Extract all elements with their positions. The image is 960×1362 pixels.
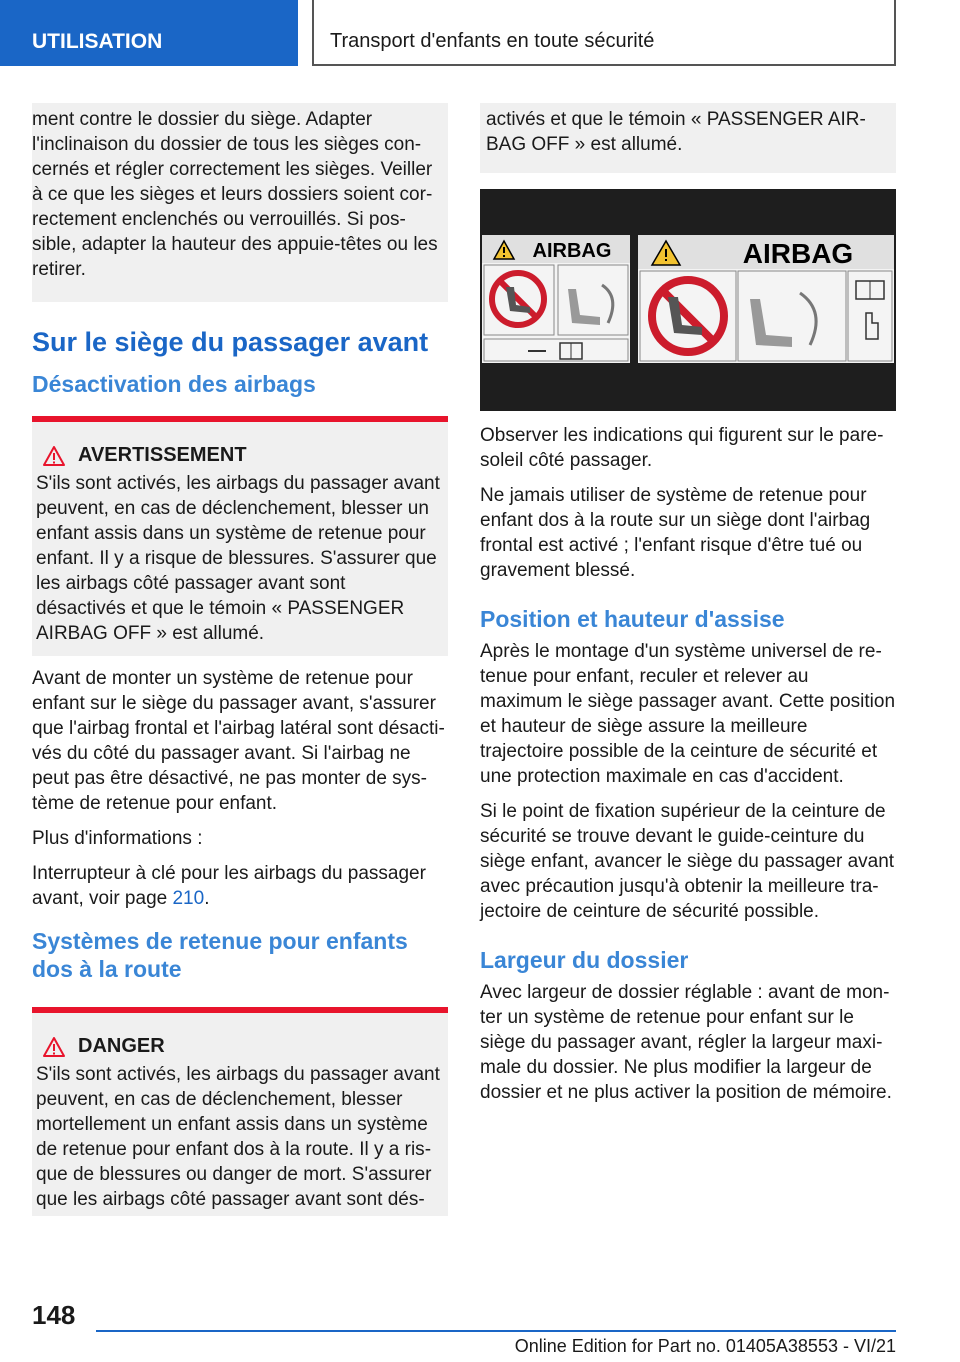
paragraph: Après le montage d'un système universel de retenue pour enfant, reculer et relever au maximum le siège passager avant. Cette position et hauteur de siège assure la meilleure trajectoire possible de la ceinture de sécurité et une protection maximale en cas d'accident. xyxy=(480,641,896,787)
continued-text: ment contre le dossier du siège. Adapter l'inclinaison du dossier de tous les sièges concernés et régler correctement les sièges. Veiller à ce que les sièges et leurs dossiers soient correctement enclenchés ou verrouillés. Si possible, adapter la hauteur des appuie-têtes ou les retirer. xyxy=(32,109,438,280)
warning-box xyxy=(32,416,448,656)
paragraph: Avant de monter un système de retenue pour enfant sur le siège du passager avant, s'assurer que l'airbag frontal et l'airbag latéral sont désactivés du côté du passager avant. Si l'airbag ne peut pas être désactivé, ne pas monter de système de retenue pour enfant. xyxy=(32,668,445,814)
subsection-title-airbags: Désactivation des airbags xyxy=(32,371,316,397)
airbag-label-illustration xyxy=(480,189,896,411)
danger-header xyxy=(32,1013,448,1058)
large-airbag-label xyxy=(638,235,894,363)
paragraph: Avec largeur de dossier réglable : avant de monter un système de retenue pour enfant sur le siège du passager avant, régler la largeur maximale du dossier. Ne plus modifier la largeur de dossier et ne plus activer la position de mémoire. xyxy=(480,982,892,1103)
warning-triangle-icon xyxy=(42,1036,66,1058)
edition-note: Online Edition for Part no. 01405A38553 - VI/21 xyxy=(514,1336,896,1356)
subsection-title-backrest-width: Largeur du dossier xyxy=(480,947,689,973)
page-title: Transport d'enfants en toute sécurité xyxy=(312,0,896,66)
paragraph: Si le point de fixation supérieur de la ceinture de sécurité se trouve devant le guide-ceinture du siège enfant, avancer le siège du passager avant avec précaution jusqu'à obtenir la meilleure trajectoire de ceinture de sécurité possible. xyxy=(480,801,895,922)
warning-text: S'ils sont activés, les airbags du passager avant peuvent, en cas de déclenchement, blesser un enfant assis dans un système de retenue pour enfant. Il y a risque de blessures. S'assurer que les airbags côté passager avant sont désactivés et que le témoin « PASSENGER AIRBAG OFF » est allumé. xyxy=(36,473,440,644)
svg-text:AIRBAG: AIRBAG xyxy=(532,240,612,262)
airbag-label-figure xyxy=(480,189,896,411)
paragraph: Observer les indications qui figurent sur le pare-soleil côté passager. xyxy=(480,425,884,471)
right-column xyxy=(480,103,896,1115)
small-airbag-label xyxy=(482,235,630,363)
warning-triangle-icon xyxy=(42,445,66,467)
warning-header xyxy=(32,422,448,467)
section-title: Sur le siège du passager avant xyxy=(32,327,429,357)
warning-label: AVERTISSEMENT xyxy=(78,444,247,466)
page-number: 148 xyxy=(32,1300,76,1330)
subsection-title-rear-facing: Systèmes de retenue pour enfants dos à la route xyxy=(32,928,408,982)
paragraph: Plus d'informations : xyxy=(32,828,203,849)
continued-text: activés et que le témoin « PASSENGER AIRBAG OFF » est allumé. xyxy=(486,109,866,155)
continued-text-box xyxy=(480,103,896,173)
danger-box xyxy=(32,1007,448,1216)
page-header xyxy=(0,0,960,66)
page-link[interactable]: 210 xyxy=(172,888,205,909)
continued-text-box xyxy=(32,103,448,302)
danger-label: DANGER xyxy=(78,1035,165,1057)
chapter-label: UTILISATION xyxy=(0,0,298,66)
left-column xyxy=(32,103,448,1216)
paragraph: Ne jamais utiliser de système de retenue pour enfant dos à la route sur un siège dont l'airbag frontal est activé ; l'enfant risque d'être tué ou gravement blessé. xyxy=(480,485,871,581)
paragraph-with-link: Interrupteur à clé pour les airbags du passager avant, voir page 210. xyxy=(32,863,426,909)
svg-text:AIRBAG: AIRBAG xyxy=(742,238,854,269)
danger-text: S'ils sont activés, les airbags du passager avant peuvent, en cas de déclenchement, blesser mortellement un enfant assis dans un système de retenue pour enfant dos à la route. Il y a risque de blessures ou danger de mort. S'assurer que les airbags côté passager avant sont dés- xyxy=(36,1064,440,1210)
subsection-title-seat-position: Position et hauteur d'assise xyxy=(480,606,785,632)
footer-rule xyxy=(96,1330,896,1332)
